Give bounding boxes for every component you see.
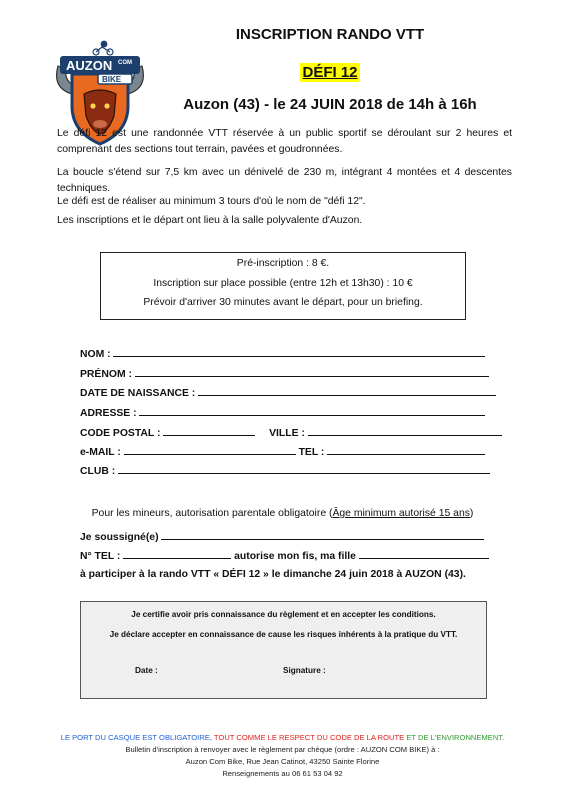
helmet-mandatory-text: LE PORT DU CASQUE EST OBLIGATOIRE,: [60, 733, 214, 742]
club-label: CLUB :: [80, 466, 116, 477]
naissance-label: DATE DE NAISSANCE :: [80, 388, 196, 399]
briefing-note: Prévoir d'arriver 30 minutes avant le départ, pour un briefing.: [143, 297, 423, 308]
footer-mailing-instructions: Bulletin d'inscription à renvoyer avec le règlement par chèque (ordre : AUZON COM BIKE) à :: [125, 745, 440, 754]
minimum-age-note: Âge minimum autorisé 15 ans: [332, 508, 470, 519]
defi-heading: DÉFI 12: [302, 64, 358, 81]
nom-label: NOM :: [80, 349, 111, 360]
price-onsite: Inscription sur place possible (entre 12h et 13h30) : 10 €: [153, 278, 413, 289]
intro-paragraph-1: Le défi 12 est une randonnée VTT réservée à un public sportif se déroulant sur 2 heures et comprenant des sections tout terrain, pavées et goudronnées.: [57, 128, 512, 155]
autorise-label: autorise mon fis, ma fille: [234, 551, 356, 562]
footer-address: Auzon Com Bike, Rue Jean Catinot, 43250 Sainte Florine: [185, 757, 380, 766]
form-row-naissance: [80, 386, 496, 399]
accept-risks-text: Je déclare accepter en connaissance de cause les risques inhérents à la pratique du VTT.: [109, 630, 458, 639]
minor-note-suffix: ): [469, 508, 474, 519]
footer-contact: Renseignements au 06 61 53 04 92: [222, 769, 343, 778]
svg-text:COM: COM: [118, 60, 132, 66]
event-date-line: Auzon (43) - le 24 JUIN 2018 de 14h à 16h: [183, 96, 477, 113]
form-row-code-postal: [80, 426, 502, 439]
form-row-prenom: [80, 367, 489, 380]
intro-paragraph-4: Les inscriptions et le départ ont lieu à la salle polyvalente d'Auzon.: [57, 215, 363, 226]
form-row-guardian-tel: [80, 549, 489, 562]
svg-text:AUZON: AUZON: [66, 58, 113, 73]
date-label: Date :: [135, 666, 158, 675]
certify-rules-text: Je certifie avoir pris connaissance du règlement et en accepter les conditions.: [131, 610, 436, 619]
address-field[interactable]: [139, 406, 485, 416]
price-preinscription: Pré-inscription : 8 €.: [236, 258, 330, 269]
birthdate-field[interactable]: [198, 386, 496, 396]
price-box: [100, 252, 466, 320]
tel-label: TEL :: [298, 447, 325, 458]
soussigne-label: Je soussigné(e): [80, 532, 159, 543]
prenom-field[interactable]: [135, 367, 489, 377]
signature-label: Signature :: [283, 666, 326, 675]
participation-statement: à participer à la rando VTT « DÉFI 12 » le dimanche 24 juin 2018 à AUZON (43).: [80, 569, 466, 580]
form-row-email: [80, 445, 485, 458]
code-postal-label: CODE POSTAL :: [80, 428, 161, 439]
phone-field[interactable]: [327, 445, 485, 455]
guardian-name-field[interactable]: [161, 530, 484, 540]
footer-safety-line: [0, 733, 565, 742]
child-name-field[interactable]: [359, 549, 489, 559]
minor-note-prefix: Pour les mineurs, autorisation parentale obligatoire (: [91, 508, 333, 519]
guardian-tel-label: N° TEL :: [80, 551, 121, 562]
nom-field[interactable]: [113, 347, 485, 357]
minor-authorization-note: [80, 508, 485, 519]
svg-text:BIKE: BIKE: [102, 75, 122, 84]
environment-text: ET DE L'ENVIRONNEMENT.: [406, 733, 505, 742]
form-row-soussigne: [80, 530, 484, 543]
adresse-label: ADRESSE :: [80, 408, 137, 419]
city-field[interactable]: [308, 426, 502, 436]
club-field[interactable]: [118, 464, 490, 474]
form-row-nom: [80, 347, 485, 360]
guardian-phone-field[interactable]: [123, 549, 231, 559]
email-label: e-MAIL :: [80, 447, 121, 458]
email-field[interactable]: [124, 445, 296, 455]
form-row-adresse: [80, 406, 485, 419]
ville-label: VILLE :: [269, 428, 305, 439]
certification-box: [80, 601, 487, 699]
postal-code-field[interactable]: [163, 426, 255, 436]
intro-paragraph-3: Le défi est de réaliser au minimum 3 tours d'où le nom de "défi 12".: [57, 196, 366, 207]
defi-heading-wrap: [160, 63, 500, 82]
road-code-text: TOUT COMME LE RESPECT DU CODE DE LA ROUTE: [213, 733, 407, 742]
prenom-label: PRÉNOM :: [80, 369, 132, 380]
page-title: INSCRIPTION RANDO VTT: [235, 26, 425, 43]
form-row-club: [80, 464, 490, 477]
intro-paragraph-2: La boucle s'étend sur 7,5 km avec un dénivelé de 230 m, intégrant 4 montées et 4 descentes techniques.: [57, 167, 512, 194]
